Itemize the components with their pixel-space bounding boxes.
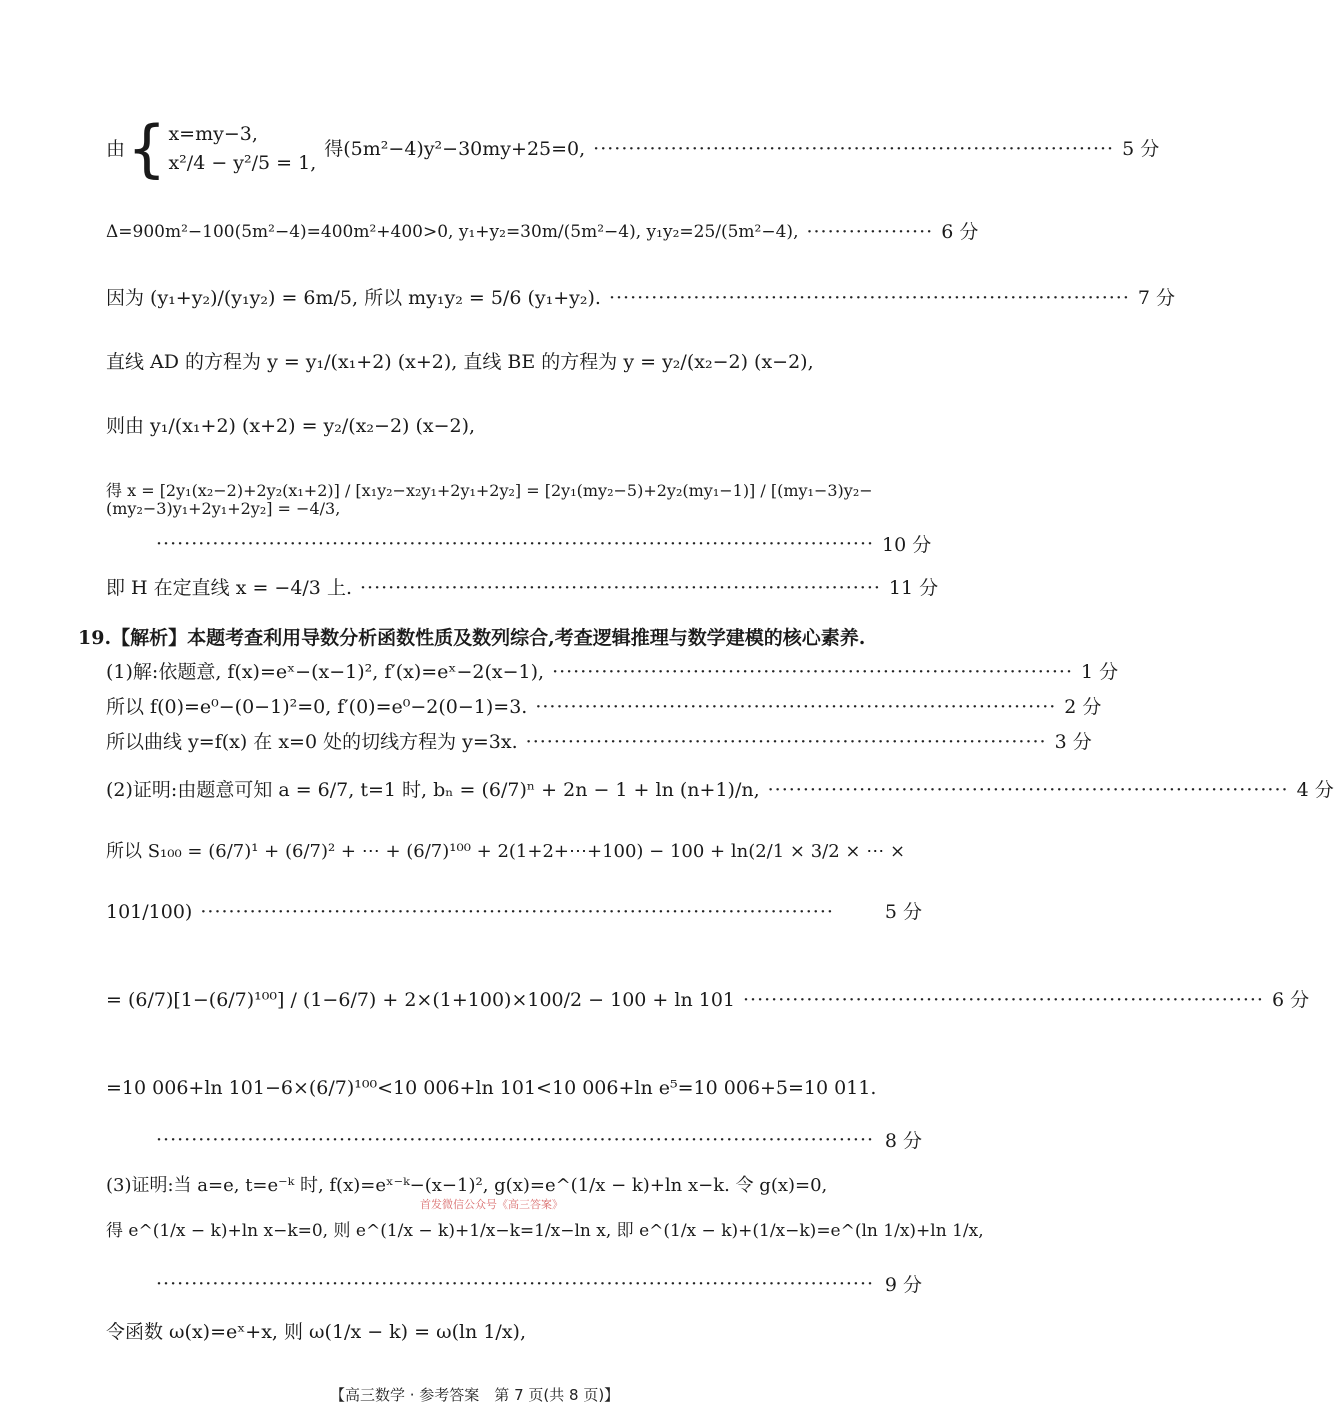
score-5b: 5 分 — [884, 901, 922, 923]
score-8: 8 分 — [884, 1130, 922, 1152]
leader-dots: ·········································································· — [359, 577, 881, 599]
leader-dots: ·········································································· — [743, 989, 1264, 1011]
leader-dots: ······································································································ — [156, 1272, 875, 1295]
part-2-text: (2)证明:由题意可知 a = 6/7, t=1 时, bₙ = (6/7)ⁿ + 2n − 1 + ln (n+1)/n, — [106, 779, 760, 801]
part-3-text: (3)证明:当 a=e, t=e⁻ᵏ 时, f(x)=eˣ⁻ᵏ−(x−1)², g(x)=e^(1/x − k)+ln x−k. 令 g(x)=0, — [106, 1175, 828, 1196]
score-10: 10 分 — [882, 534, 932, 556]
solution-line-18 — [106, 1221, 984, 1241]
solution-line-3 — [106, 287, 1176, 309]
line-1-result: 得(5m²−4)y²−30my+25=0, — [324, 137, 586, 160]
discriminant-text: Δ=900m²−100(5m²−4)=400m²+400>0, y₁+y₂=30m/(5m²−4), y₁y₂=25/(5m²−4), — [106, 222, 799, 243]
system-eq-2: x²/4 − y²/5 = 1, — [168, 152, 317, 174]
solution-line-7 — [106, 577, 939, 599]
score-6: 6 分 — [941, 221, 979, 243]
leader-dots: ·········································································· — [767, 779, 1289, 801]
score-5: 5 分 — [1122, 137, 1160, 160]
omega-text: 令函数 ω(x)=eˣ+x, 则 ω(1/x − k) = ω(ln 1/x), — [106, 1321, 526, 1343]
score-9: 9 分 — [884, 1274, 922, 1296]
score-6b: 6 分 — [1271, 989, 1310, 1011]
lines-ad-be-text: 直线 AD 的方程为 y = y₁/(x₁+2) (x+2), 直线 BE 的方程为 y = y₂/(x₂−2) (x−2), — [106, 351, 814, 373]
then-text: 则由 y₁/(x₁+2) (x+2) = y₂/(x₂−2) (x−2), — [106, 415, 476, 437]
solution-line-12 — [106, 779, 1334, 801]
solution-line-18-score — [148, 1270, 922, 1297]
inequality-text: =10 006+ln 101−6×(6/7)¹⁰⁰<10 006+ln 101<10 006+ln e⁵=10 006+5=10 011. — [106, 1077, 877, 1099]
leader-dots: ·········································································· — [552, 661, 1073, 683]
solution-line-11 — [106, 731, 1092, 753]
solution-line-14 — [106, 902, 922, 923]
leader-dots: ······································································································ — [156, 1128, 875, 1151]
part-1-text: (1)解:依题意, f(x)=eˣ−(x−1)², f′(x)=eˣ−2(x−1), — [106, 661, 545, 683]
leader-dots: ·········································································· — [525, 731, 1047, 753]
solution-line-15 — [106, 989, 1310, 1011]
f0-text: 所以 f(0)=e⁰−(0−1)²=0, f′(0)=e⁰−2(0−1)=3. — [106, 696, 528, 718]
solution-line-16 — [106, 1078, 922, 1099]
analysis-text: 本题考查利用导数分析函数性质及数列综合,考查逻辑推理与数学建模的核心素养. — [187, 627, 866, 649]
solution-line-2 — [106, 221, 979, 243]
score-4: 4 分 — [1296, 779, 1334, 801]
solution-line-9 — [106, 661, 1119, 683]
solution-line-6 — [106, 482, 922, 517]
score-7: 7 分 — [1137, 287, 1176, 309]
solution-line-5 — [106, 416, 922, 437]
score-11: 11 分 — [888, 577, 939, 599]
analysis-tag: 【解析】 — [111, 627, 188, 649]
derive-x-text: 得 x = [2y₁(x₂−2)+2y₂(x₁+2)] / [x₁y₂−x₂y₁+2y₁+2y₂] = [2y₁(my₂−5)+2y₂(my₁−1)] / [(my₁−3)y₂−(my₂−3)y₁+2y₁+2y₂] = −4/3, — [106, 481, 873, 518]
solution-line-19 — [106, 1322, 922, 1343]
leader-dots: ·········································································· — [608, 287, 1130, 309]
s100-text: 所以 S₁₀₀ = (6/7)¹ + (6/7)² + ⋯ + (6/7)¹⁰⁰ + 2(1+2+⋯+100) − 100 + ln(2/1 × 3/2 × ⋯ × — [106, 841, 906, 862]
conclusion-text: 即 H 在定直线 x = −4/3 上. — [106, 577, 352, 599]
watermark: 首发微信公众号《高三答案》 — [420, 1198, 563, 1211]
problem-19-heading — [78, 628, 922, 649]
equation-system — [125, 112, 317, 185]
solution-line-17 — [106, 1176, 922, 1196]
solution-line-10 — [106, 696, 1102, 718]
page-footer: 【高三数学 · 参考答案 第 7 页(共 8 页)】 — [330, 1386, 620, 1404]
line-1-prefix: 由 — [106, 137, 126, 160]
score-2: 2 分 — [1064, 696, 1102, 718]
solution-line-1 — [106, 112, 1160, 185]
derive-e-text: 得 e^(1/x − k)+ln x−k=0, 则 e^(1/x − k)+1/x−k=1/x−ln x, 即 e^(1/x − k)+(1/x−k)=e^(ln 1/x)+ln 1/x, — [106, 1221, 984, 1241]
leader-dots: ·················· — [806, 221, 934, 243]
tangent-text: 所以曲线 y=f(x) 在 x=0 处的切线方程为 y=3x. — [106, 731, 518, 753]
leader-dots: ·························································································· — [200, 901, 834, 923]
s100-cont-text: 101/100) — [106, 901, 193, 923]
geometric-sum-text: = (6/7)[1−(6/7)¹⁰⁰] / (1−6/7) + 2×(1+100)×100/2 − 100 + ln 101 — [106, 989, 736, 1011]
solution-line-6-score — [148, 530, 932, 557]
solution-line-16-score — [148, 1126, 922, 1153]
score-1: 1 分 — [1081, 661, 1119, 683]
leader-dots: ······································································································ — [156, 532, 875, 555]
score-3: 3 分 — [1054, 731, 1092, 753]
problem-number: 19. — [78, 627, 112, 649]
left-brace-icon: { — [127, 112, 167, 185]
because-text: 因为 (y₁+y₂)/(y₁y₂) = 6m/5, 所以 my₁y₂ = 5/6 (y₁+y₂). — [106, 287, 601, 309]
leader-dots: ·········································································· — [593, 137, 1115, 160]
leader-dots: ·········································································· — [535, 696, 1057, 718]
solution-line-13 — [106, 842, 922, 862]
system-eq-1: x=my−3, — [168, 123, 258, 146]
solution-line-4 — [106, 352, 922, 373]
